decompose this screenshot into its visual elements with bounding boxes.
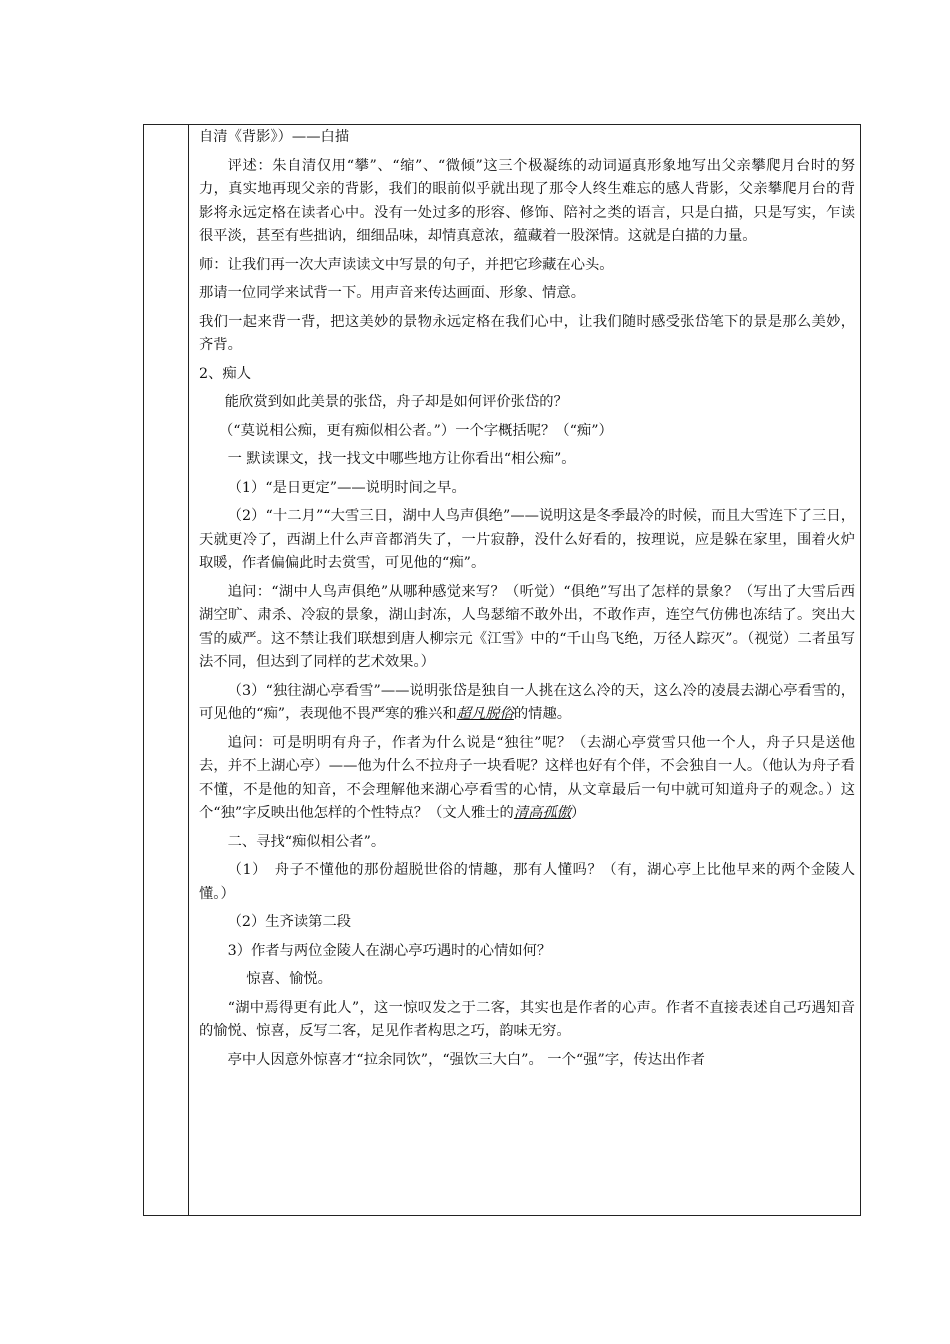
paragraph: 能欣赏到如此美景的张岱，舟子却是如何评价张岱的？ [224,394,568,410]
paragraph: 师：让我们再一次大声读读文中写景的句子，并把它珍藏在心头。 [199,256,614,273]
paragraph: 评述：朱自清仅用“攀”、“缩”、“微倾”这三个极凝练的动词逼真形象地写出父亲攀爬月台时的努力，真实地再现父亲的背影，我们的眼前似乎就出现了那令人终生难忘的感人背影，父亲攀爬月台的背影将永远定格在读者心中。没有一处过多的形容、修饰、陪衬之类的语言，只是白描，只是写实，乍读很平淡，甚至有些拙讷，细细品味，却情真意浓，蕴藏着一股深情。这就是白描的力量。 [199,157,855,244]
section-heading: 二、寻找“痴似相公者”。 [227,833,386,850]
paragraph: （1）“是日更定”——说明时间之早。 [227,479,466,496]
paragraph: 惊喜、愉悦。 [246,971,332,987]
paragraph: （2）生齐读第二段 [227,914,352,930]
paragraph: 自清《背影》）——白描 [199,129,350,145]
underlined-phrase: 超凡脱俗 [456,706,514,722]
paragraph: 我们一起来背一背，把这美妙的景物永远定格在我们心中，让我们随时感受张岱笔下的景是那么美妙，齐背。 [199,313,855,353]
underlined-phrase: 清高孤傲 [513,805,572,821]
paragraph: （“莫说相公痴，更有痴似相公者。”）一个字概括呢？（“痴”） [219,422,613,439]
lesson-content [199,126,855,1077]
paragraph: 一 默读课文，找一找文中哪些地方让你看出“相公痴”。 [227,451,576,467]
column-divider [188,124,189,1216]
text-run: （3）“独往湖心亭看雪”——说明张岱是独自一人挑在这么冷的天，这么冷的凌晨去湖心亭看雪的，可见他的“痴”，表现他不畏严寒的雅兴和 [199,682,855,722]
paragraph: 追问：“湖中人鸟声俱绝”从哪种感觉来写？（听觉）“俱绝”写出了怎样的景象？（写出了大雪后西湖空旷、肃杀、冷寂的景象，湖山封冻，人鸟瑟缩不敢外出，不敢作声，连空气仿佛也冻结了。突出大雪的威严。这不禁让我们联想到唐人柳宗元《江雪》中的“千山鸟飞绝，万径人踪灭”。（视觉）二者虽写法不同，但达到了同样的艺术效果。） [199,583,855,670]
text-run: 的情趣。 [513,706,572,722]
text-run: 追问：可是明明有舟子，作者为什么说是“独往”呢？（去湖心亭赏雪只他一个人，舟子只是送他去，并不上湖心亭）——他为什么不拉舟子一块看呢？这样也好有个伴，不会独自一人。（他认为舟子看不懂，不是他的知音，不会理解他来湖心亭看雪的心情，从文章最后一句中就可知道舟子的观念。）这个“独”字反映出他怎样的个性特点？（文人雅士的 [199,734,855,821]
paragraph: （1） 舟子不懂他的那份超脱世俗的情趣，那有人懂吗？（有，湖心亭上比他早来的两个金陵人懂。） [199,862,855,902]
paragraph: 3）作者与两位金陵人在湖心亭巧遇时的心情如何？ [227,942,552,959]
paragraph: 亭中人因意外惊喜才“拉余同饮”，“强饮三大白”。 一个“强”字，传达出作者 [227,1051,705,1068]
text-run: ） [571,805,586,821]
section-heading: 2、痴人 [199,365,251,382]
paragraph: “湖中焉得更有此人”，这一惊叹发之于二客，其实也是作者的心声。作者不直接表述自己巧遇知音的愉悦、惊喜，反写二客，足见作者构思之巧，韵味无穷。 [199,999,855,1039]
paragraph [199,680,855,727]
paragraph: 那请一位同学来试背一下。用声音来传达画面、形象、情意。 [199,285,586,301]
paragraph: （2）“十二月”“大雪三日，湖中人鸟声俱绝”——说明这是冬季最冷的时候，而且大雪连下了三日，天就更冷了，西湖上什么声音都消失了，一片寂静，没什么好看的，按理说，应是躲在家里，围着火炉取暖，作者偏偏此时去赏雪，可见他的“痴”。 [199,508,855,571]
paragraph [199,732,855,826]
